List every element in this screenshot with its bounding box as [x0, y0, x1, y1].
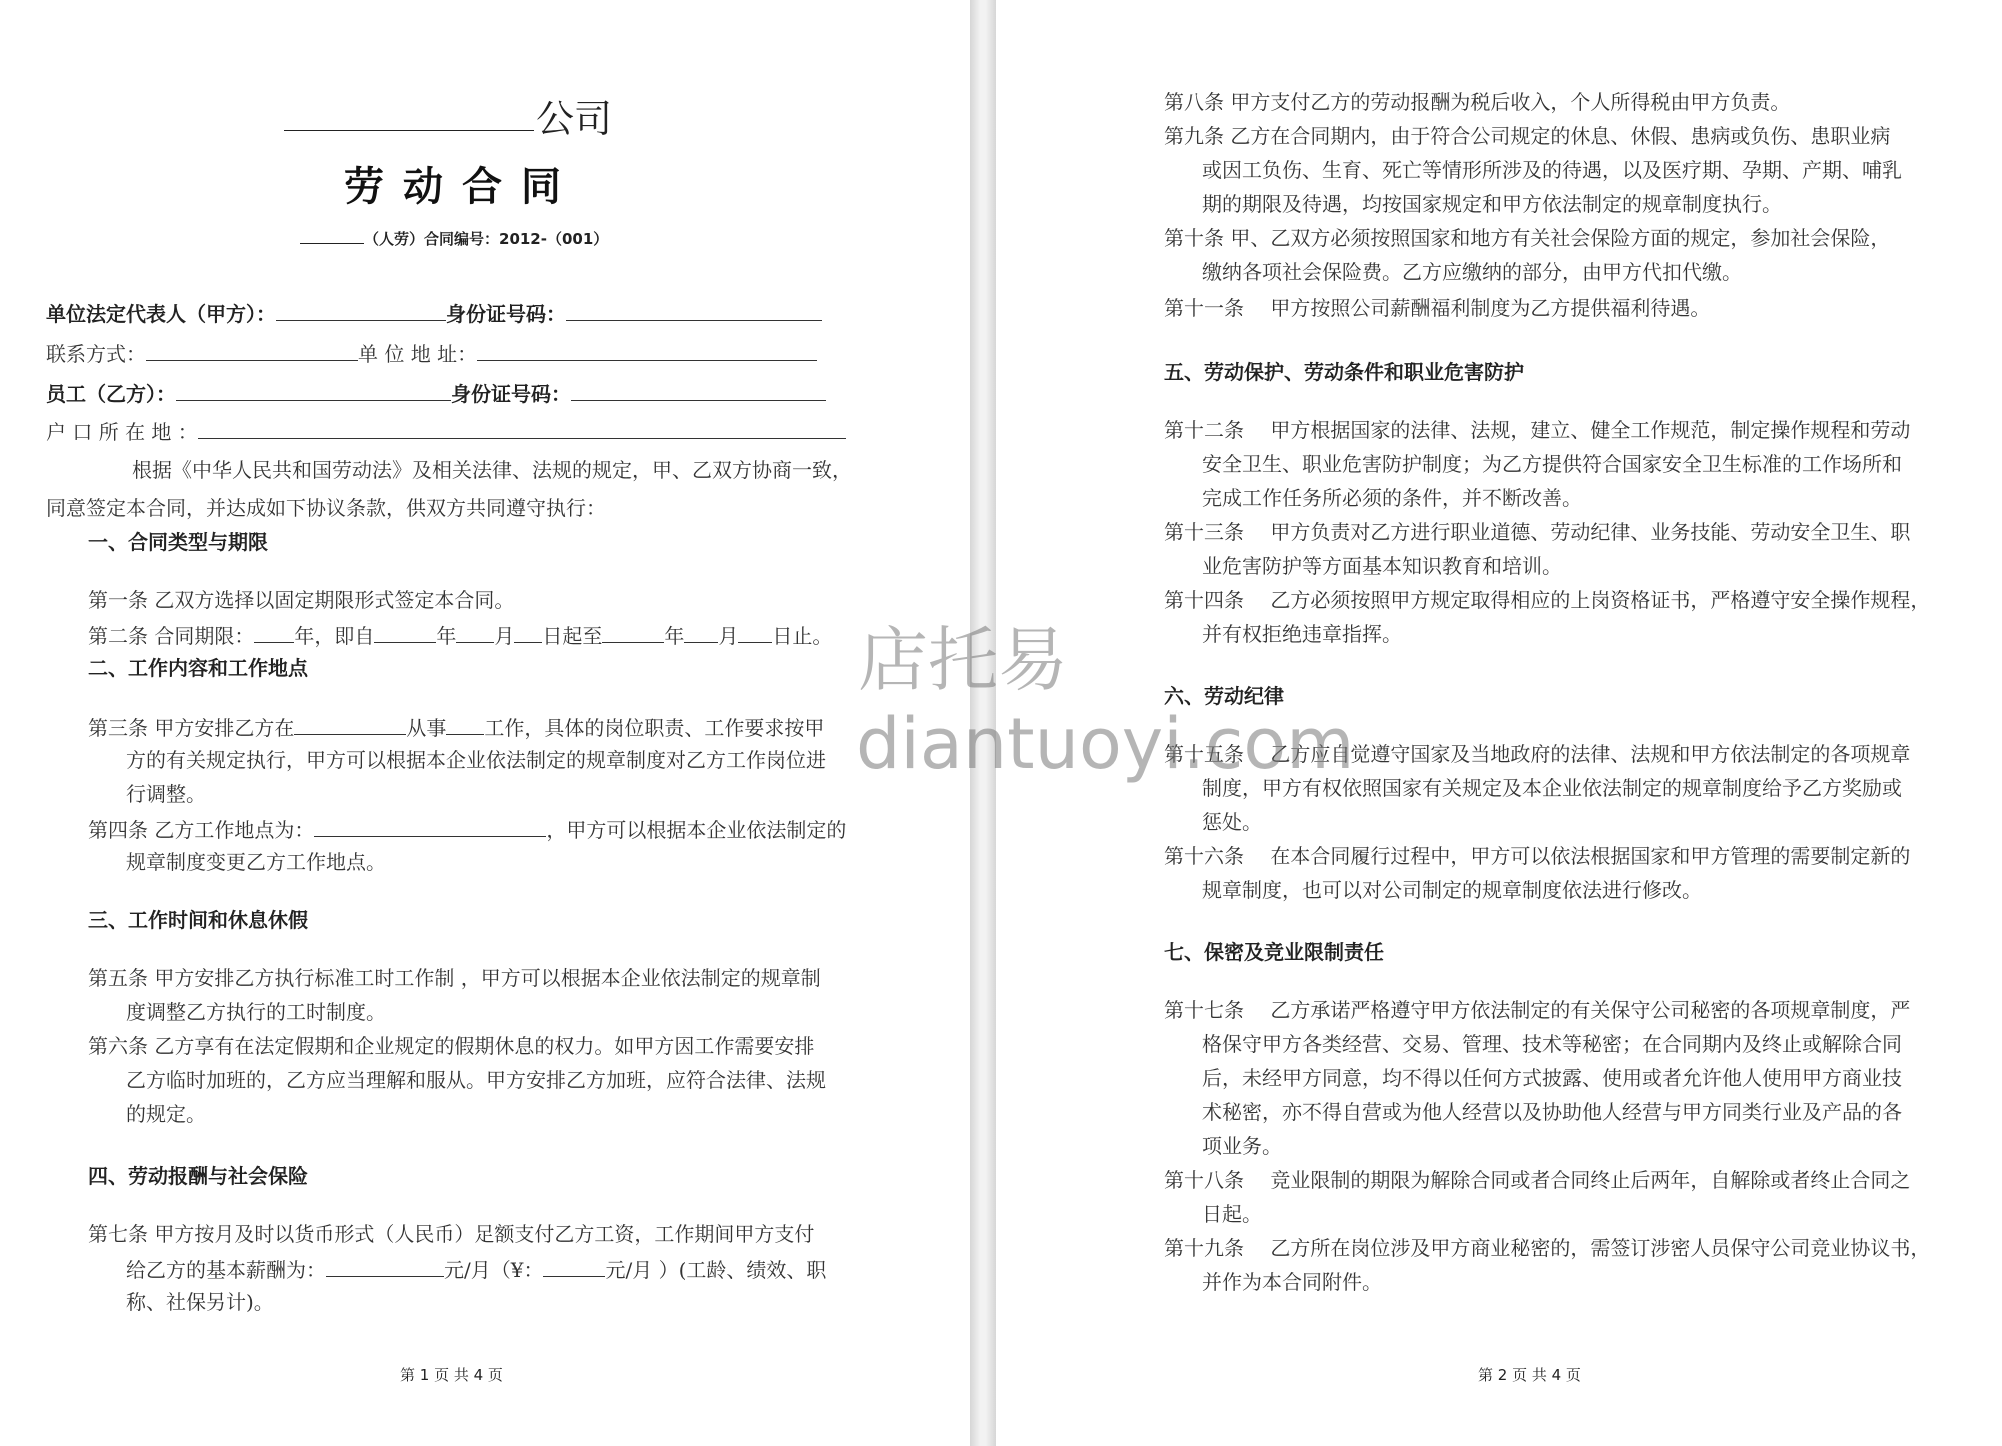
contract-number-text: （人劳）合同编号：2012-（001）: [364, 230, 609, 248]
article-6-line-3: 的规定。: [126, 1102, 206, 1126]
address-field[interactable]: [477, 340, 817, 361]
contract-prefix-blank[interactable]: [300, 229, 364, 244]
article-13-line-1: 第十三条 甲方负责对乙方进行职业道德、劳动纪律、业务技能、劳动安全卫生、职: [1164, 520, 1911, 544]
article-10-line-2: 缴纳各项社会保险费。乙方应缴纳的部分，由甲方代扣代缴。: [1202, 260, 1742, 284]
document-page-1: [0, 0, 970, 1446]
field-row-contact: [46, 340, 817, 366]
article-16-line-1: 第十六条 在本合同履行过程中，甲方可以依法根据国家和甲方管理的需要制定新的: [1164, 844, 1911, 868]
id-label-2: 身份证号码：: [451, 382, 571, 406]
rep-id-field[interactable]: [566, 300, 822, 321]
article-17-line-1: 第十七条 乙方承诺严格遵守甲方依法制定的有关保守公司秘密的各项规章制度，严: [1164, 998, 1911, 1022]
company-suffix: 公司: [536, 97, 613, 141]
article-2: 第二条 合同期限： 年，即自 年 月 日起至 年 月 日止。: [88, 624, 833, 648]
article-14-line-1: 第十四条 乙方必须按照甲方规定取得相应的上岗资格证书，严格遵守安全操作规程，: [1164, 588, 1931, 612]
id-label-1: 身份证号码：: [446, 302, 566, 326]
start-month-field[interactable]: [456, 622, 494, 643]
end-day-field[interactable]: [738, 622, 772, 643]
article-3-line-3: 行调整。: [126, 782, 206, 806]
article-17-line-3: 后，未经甲方同意，均不得以任何方式披露、使用或者允许他人使用甲方商业技: [1202, 1066, 1902, 1090]
article-15-line-1: 第十五条 乙方应自觉遵守国家及当地政府的法律、法规和甲方依法制定的各项规章: [1164, 742, 1911, 766]
section-2-heading: 二、工作内容和工作地点: [88, 656, 308, 680]
contact-field[interactable]: [146, 340, 358, 361]
article-3-line-2: 方的有关规定执行，甲方可以根据本企业依法制定的规章制度对乙方工作岗位进: [126, 748, 826, 772]
article-15-line-2: 制度，甲方有权依照国家有关规定及本企业依法制定的规章制度给予乙方奖励或: [1202, 776, 1902, 800]
field-row-hukou: [46, 418, 846, 444]
article-10-line-1: 第十条 甲、乙双方必须按照国家和地方有关社会保险方面的规定，参加社会保险，: [1164, 226, 1891, 250]
work-location-field[interactable]: [314, 816, 546, 837]
start-day-field[interactable]: [514, 622, 542, 643]
article-14-line-2: 并有权拒绝违章指挥。: [1202, 622, 1402, 646]
start-year-field[interactable]: [374, 622, 436, 643]
section-3-heading: 三、工作时间和休息休假: [88, 908, 308, 932]
department-field[interactable]: [294, 714, 406, 735]
contract-number: [300, 228, 608, 249]
field-row-representative: [46, 300, 822, 326]
hukou-field[interactable]: [198, 418, 846, 439]
employee-name-field[interactable]: [176, 380, 451, 401]
article-7-line-1: 第七条 甲方按月及时以货币形式（人民币）足额支付乙方工资，工作期间甲方支付: [88, 1222, 815, 1246]
article-9-line-3: 期的期限及待遇，均按国家规定和甲方依法制定的规章制度执行。: [1202, 192, 1782, 216]
intro-line-1: 根据《中华人民共和国劳动法》及相关法律、法规的规定，甲、乙双方协商一致，: [132, 458, 852, 482]
address-label: 单 位 地 址：: [358, 342, 478, 366]
page-2-footer: 第 2 页 共 4 页: [1478, 1366, 1581, 1384]
salary-amount-field[interactable]: [543, 1256, 605, 1277]
position-field[interactable]: [446, 714, 484, 735]
article-3-line-1: 第三条 甲方安排乙方在 从事 工作，具体的岗位职责、工作要求按甲: [88, 716, 825, 740]
rep-label: 单位法定代表人（甲方）：: [46, 302, 276, 326]
article-7-line-2: 给乙方的基本薪酬为： 元/月（¥： 元/月 ）(工龄、绩效、职: [126, 1258, 827, 1282]
article-19-line-2: 并作为本合同附件。: [1202, 1270, 1382, 1294]
article-17-line-2: 格保守甲方各类经营、交易、管理、技术等秘密；在合同期内及终止或解除合同: [1202, 1032, 1902, 1056]
company-name-line: [284, 96, 612, 142]
article-18-line-1: 第十八条 竞业限制的期限为解除合同或者合同终止后两年，自解除或者终止合同之: [1164, 1168, 1911, 1192]
article-1: 第一条 乙双方选择以固定期限形式签定本合同。: [88, 588, 515, 612]
employee-id-field[interactable]: [571, 380, 826, 401]
article-6-line-1: 第六条 乙方享有在法定假期和企业规定的假期休息的权力。如甲方因工作需要安排: [88, 1034, 815, 1058]
article-17-line-5: 项业务。: [1202, 1134, 1282, 1158]
section-1-heading: 一、合同类型与期限: [88, 530, 268, 554]
article-13-line-2: 业危害防护等方面基本知识教育和培训。: [1202, 554, 1562, 578]
article-12-line-2: 安全卫生、职业危害防护制度；为乙方提供符合国家安全卫生标准的工作场所和: [1202, 452, 1902, 476]
article-7-line-3: 称、社保另计)。: [126, 1290, 274, 1314]
company-name-blank[interactable]: [284, 96, 534, 131]
article-12-line-3: 完成工作任务所必须的条件，并不断改善。: [1202, 486, 1582, 510]
section-7-heading: 七、保密及竞业限制责任: [1164, 940, 1384, 964]
article-15-line-3: 惩处。: [1202, 810, 1262, 834]
article-6-line-2: 乙方临时加班的，乙方应当理解和服从。甲方安排乙方加班，应符合法律、法规: [126, 1068, 826, 1092]
article-5-line-2: 度调整乙方执行的工时制度。: [126, 1000, 386, 1024]
article-11: 第十一条 甲方按照公司薪酬福利制度为乙方提供福利待遇。: [1164, 296, 1711, 320]
article-9-line-2: 或因工负伤、生育、死亡等情形所涉及的待遇，以及医疗期、孕期、产期、哺乳: [1202, 158, 1902, 182]
page-1-footer: 第 1 页 共 4 页: [400, 1366, 503, 1384]
contact-label: 联系方式：: [46, 342, 146, 366]
term-years-field[interactable]: [254, 622, 294, 643]
watermark-chinese: 店托易: [858, 619, 1068, 701]
article-8: 第八条 甲方支付乙方的劳动报酬为税后收入，个人所得税由甲方负责。: [1164, 90, 1791, 114]
end-month-field[interactable]: [684, 622, 718, 643]
section-6-heading: 六、劳动纪律: [1164, 684, 1284, 708]
contract-title: 劳动合同: [344, 164, 580, 210]
rep-name-field[interactable]: [276, 300, 446, 321]
hukou-label: 户 口 所 在 地 ：: [46, 420, 198, 444]
article-4-line-2: 规章制度变更乙方工作地点。: [126, 850, 386, 874]
watermark-url: diantuoyi.com: [856, 703, 1355, 785]
section-5-heading: 五、劳动保护、劳动条件和职业危害防护: [1164, 360, 1524, 384]
field-row-employee: [46, 380, 826, 406]
article-17-line-4: 术秘密，亦不得自营或为他人经营以及协助他人经营与甲方同类行业及产品的各: [1202, 1100, 1902, 1124]
article-4-line-1: 第四条 乙方工作地点为： ，甲方可以根据本企业依法制定的: [88, 818, 847, 842]
article-9-line-1: 第九条 乙方在合同期内，由于符合公司规定的休息、休假、患病或负伤、患职业病: [1164, 124, 1891, 148]
section-4-heading: 四、劳动报酬与社会保险: [88, 1164, 308, 1188]
article-16-line-2: 规章制度，也可以对公司制定的规章制度依法进行修改。: [1202, 878, 1702, 902]
article-18-line-2: 日起。: [1202, 1202, 1262, 1226]
article-12-line-1: 第十二条 甲方根据国家的法律、法规，建立、健全工作规范，制定操作规程和劳动: [1164, 418, 1911, 442]
intro-line-2: 同意签定本合同，并达成如下协议条款，供双方共同遵守执行：: [46, 496, 606, 520]
article-19-line-1: 第十九条 乙方所在岗位涉及甲方商业秘密的，需签订涉密人员保守公司竞业协议书，: [1164, 1236, 1931, 1260]
employee-label: 员工（乙方）：: [46, 382, 176, 406]
article-5-line-1: 第五条 甲方安排乙方执行标准工时工作制 ，甲方可以根据本企业依法制定的规章制: [88, 966, 821, 990]
salary-field[interactable]: [326, 1256, 444, 1277]
end-year-field[interactable]: [602, 622, 664, 643]
